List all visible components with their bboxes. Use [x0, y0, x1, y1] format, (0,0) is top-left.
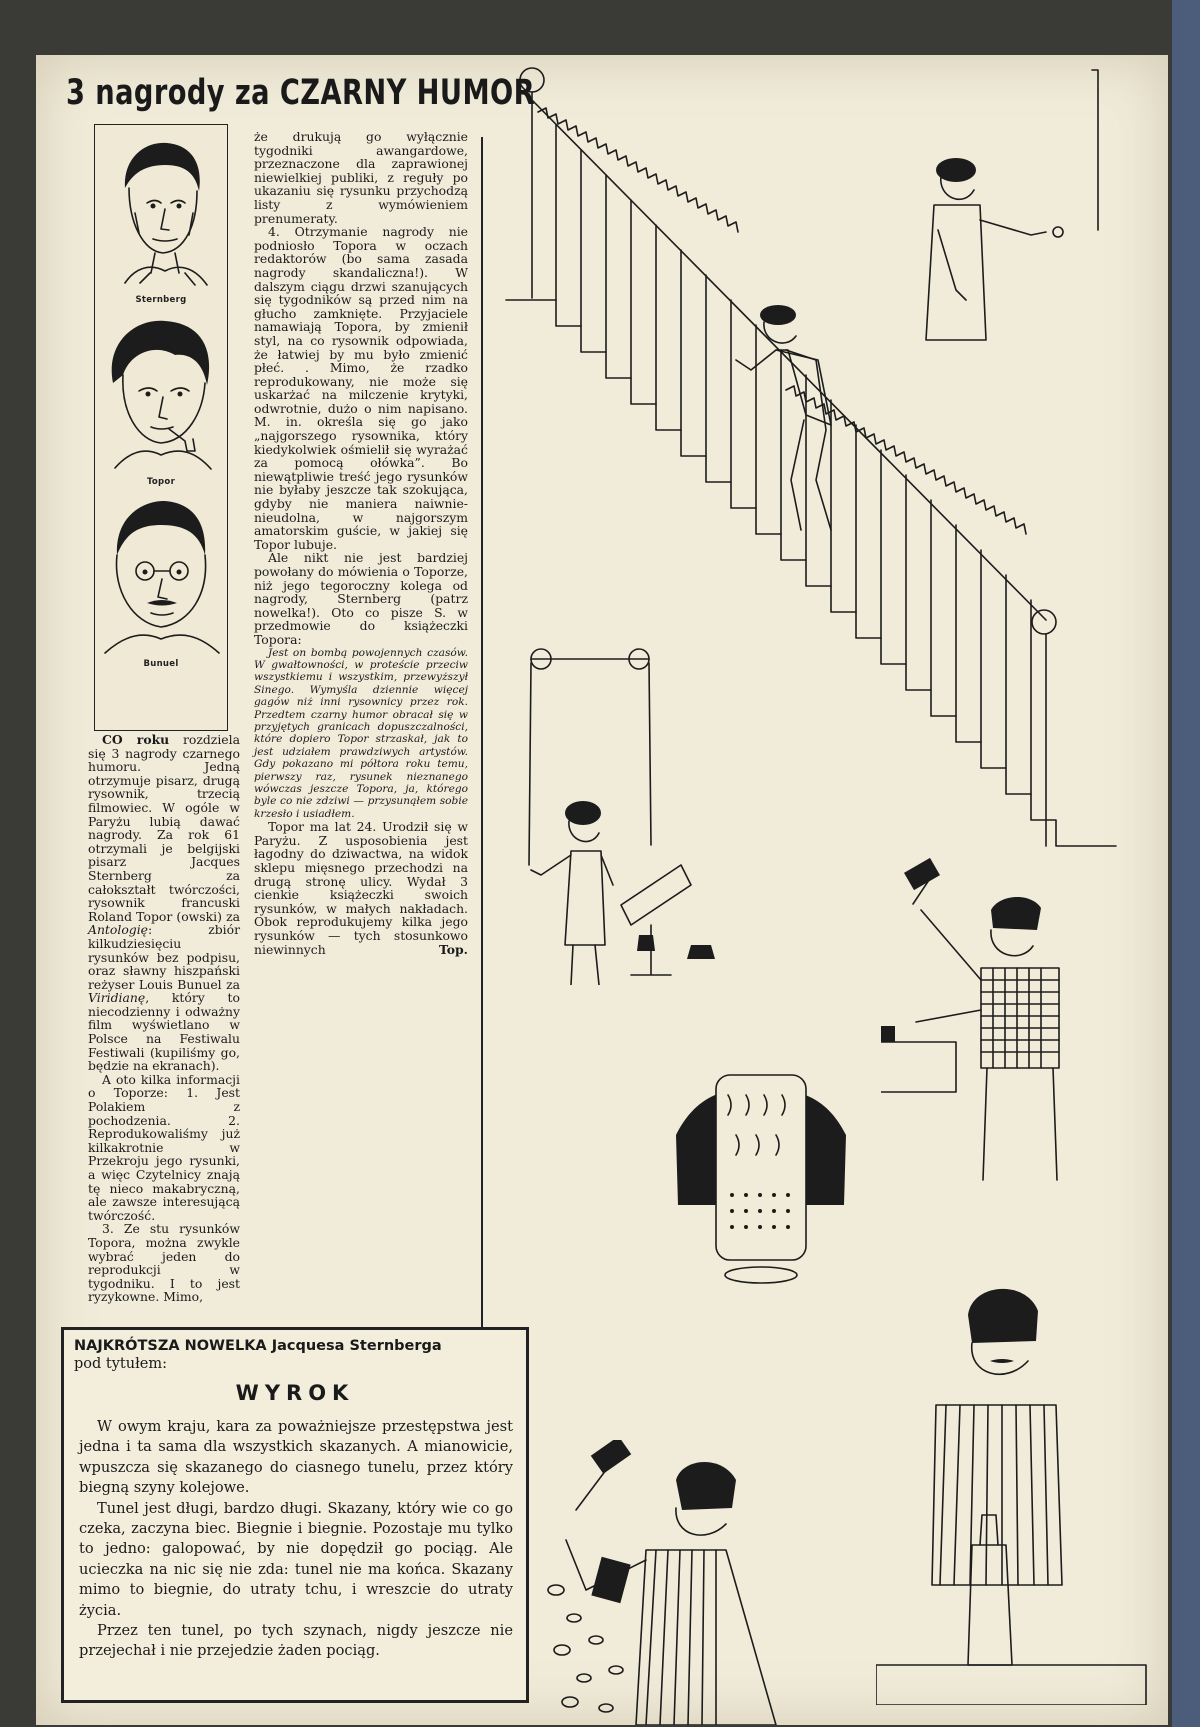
- portrait-caption-topor: Topor: [146, 477, 176, 487]
- article-text: : zbiór kilkudziesięciu rysunków bez podpisu, oraz sławny hiszpański reżyser Louis Bunuel za: [88, 922, 240, 992]
- portrait-panel: [94, 124, 228, 731]
- lead-word: CO roku: [102, 732, 170, 747]
- signature: Top.: [438, 941, 468, 957]
- title-viridiana: Viridianę: [88, 990, 146, 1006]
- column-divider: [481, 137, 483, 1375]
- page-title: 3 nagrody za CZARNY HUMOR: [66, 73, 536, 113]
- portrait-caption-sternberg: Sternberg: [135, 295, 187, 305]
- story-paragraph: Tunel jest długi, bardzo długi. Skazany, który wie co go czeka, zaczyna biec. Biegnie i biegnie. Pozostaje mu tylko to jedno: galopować, by nie dopędził go pociąg. Ale ucieczka na nic się nie zda: tunel nie ma końca. Skazany mimo to biegnie, do utraty tchu, i wreszcie do utraty życia.: [79, 1499, 513, 1619]
- story-subheading: pod tytułem:: [74, 1356, 168, 1372]
- illustration-coins: [526, 1440, 856, 1725]
- story-paragraph: Przez ten tunel, po tych szynach, nigdy jeszcze nie przejechał i nie przejedzie żaden pociąg.: [79, 1622, 513, 1660]
- portrait-sternberg: [95, 133, 227, 293]
- portrait-caption-bunuel: Bunuel: [143, 659, 179, 669]
- article-paragraph: [254, 820, 468, 956]
- article-paragraph: że drukują go wyłącznie tygodniki awangardowe, przeznaczone dla zaprawionej niewielkiej publiki, z reguły po ukazaniu się rysunku przychodzą listy z wymówieniem prenumeraty.: [254, 129, 468, 226]
- illustration-hammer-man: [881, 850, 1166, 1190]
- story-paragraph: W owym kraju, kara za poważniejsze przestępstwa jest jedna i ta sama dla wszystkich skazanych. A mianowicie, wpuszcza się skazanego do ciasnego tunelu, przez który biegną szyny kolejowe.: [79, 1418, 513, 1497]
- article-column-2: [254, 130, 468, 1370]
- article-text: rozdziela się 3 nagrody czarnego humoru. Jedną otrzymuje pisarz, drugą rysownik, trzecią filmowiec. W ogóle w Paryżu lubią dawać nagrody. Za rok 61 otrzymali je belgijski pisarz Jacques Sternberg za całokształt twórczości, rysownik francuski Roland Topor (owski) za: [88, 732, 240, 924]
- newspaper-page: [36, 55, 1168, 1725]
- article-paragraph: 3. Ze stu rysunków Topora, można zwykle wybrać jeden do reprodukcji w tygodniku. I to jest ryzykowne. Mimo,: [88, 1221, 240, 1305]
- sternberg-quote: Jest on bombą powojennych czasów. W gwałtowności, w proteście przeciw wszystkiemu i wszystkim, przewyższył Sinego. Wymyśla dziennie więcej gagów niż inni rysownicy przez rok. Przedtem czarny humor obracał się w przyjętych granicach dopuszczalności, które dopiero Topor strzaskał, jak to jest udziałem prawdziwych artystów. Gdy pokazano mi półtora roku temu, pierwszy raz, rysunek nieznanego wówczas jeszcze Topora, ja, którego byle co nie zdziwi — przysunąłem sobie krzesło i usiadłem.: [254, 646, 468, 820]
- title-antologia: Antologię: [88, 922, 149, 938]
- story-title: WYROK: [235, 1381, 355, 1405]
- article-paragraph: Ale nikt nie jest bardziej powołany do mówienia o Toporze, niż jego tegoroczny kolega od nagrody, Sternberg (patrz nowelka!). Oto co pisze S. w przedmowie do książeczki Topora:: [254, 550, 468, 647]
- illustration-pulley: [521, 645, 781, 985]
- illustration-bottle: [876, 1265, 1166, 1705]
- story-body: [79, 1417, 513, 1662]
- article-paragraph: A oto kilka informacji o Toporze: 1. Jest Polakiem z pochodzenia. 2. Reprodukowaliśmy już kilkakrotnie w Przekroju jego rysunki, a więc Czytelnicy znają tę nieco makabryczną, ale zawsze interesującą twórczość.: [88, 1071, 240, 1223]
- portrait-topor: [95, 313, 227, 473]
- portrait-bunuel: [95, 495, 227, 655]
- illustration-grater: [656, 1055, 866, 1285]
- article-text: , który to niecodzienny i odważny film wyświetlano w Polsce na Festiwalu Festiwali (kupiliśmy go, będzie na ekranach).: [88, 990, 240, 1074]
- story-box: [61, 1327, 529, 1703]
- story-heading: NAJKRÓTSZA NOWELKA Jacquesa Sternberga: [74, 1338, 442, 1354]
- scanner-edge: [1172, 0, 1200, 1727]
- article-text: Topor ma lat 24. Urodził się w Paryżu. Z usposobienia jest łagodny do dziwactwa, na widok sklepu mięsnego przechodzi na drugą stronę ulicy. Wydał 3 cienkie książeczki swoich rysunków, w małych nakładach. Obok reprodukujemy kilka jego rysunków — tych stosunkowo niewinnych: [254, 819, 468, 957]
- article-column-1: [88, 732, 240, 1305]
- article-paragraph: 4. Otrzymanie nagrody nie podniosło Topora w oczach redaktorów (bo sama zasada nagrody skandaliczna!). W dalszym ciągu drzwi szanujących się tygodników są przed nim na głucho zamknięte. Przyjaciele namawiają Topora, by zmienił styl, na co rysownik odpowiada, że łatwiej by mu było zmienić płeć. . Mimo, że rzadko reprodukowany, nie może się uskarżać na milczenie krytyki, odwrotnie, dużo o nim napisano. M. in. określa się go jako „najgorszego rysownika, który kiedykolwiek ośmielił się wyrażać za pomocą ołówka”. Bo niewątpliwie treść jego rysunków nie byłaby jeszcze tak szokująca, gdyby nie maniera naiwnie-nieudolna, w najgorszym amatorskim guście, w jakiej się Topor lubuje.: [254, 224, 468, 552]
